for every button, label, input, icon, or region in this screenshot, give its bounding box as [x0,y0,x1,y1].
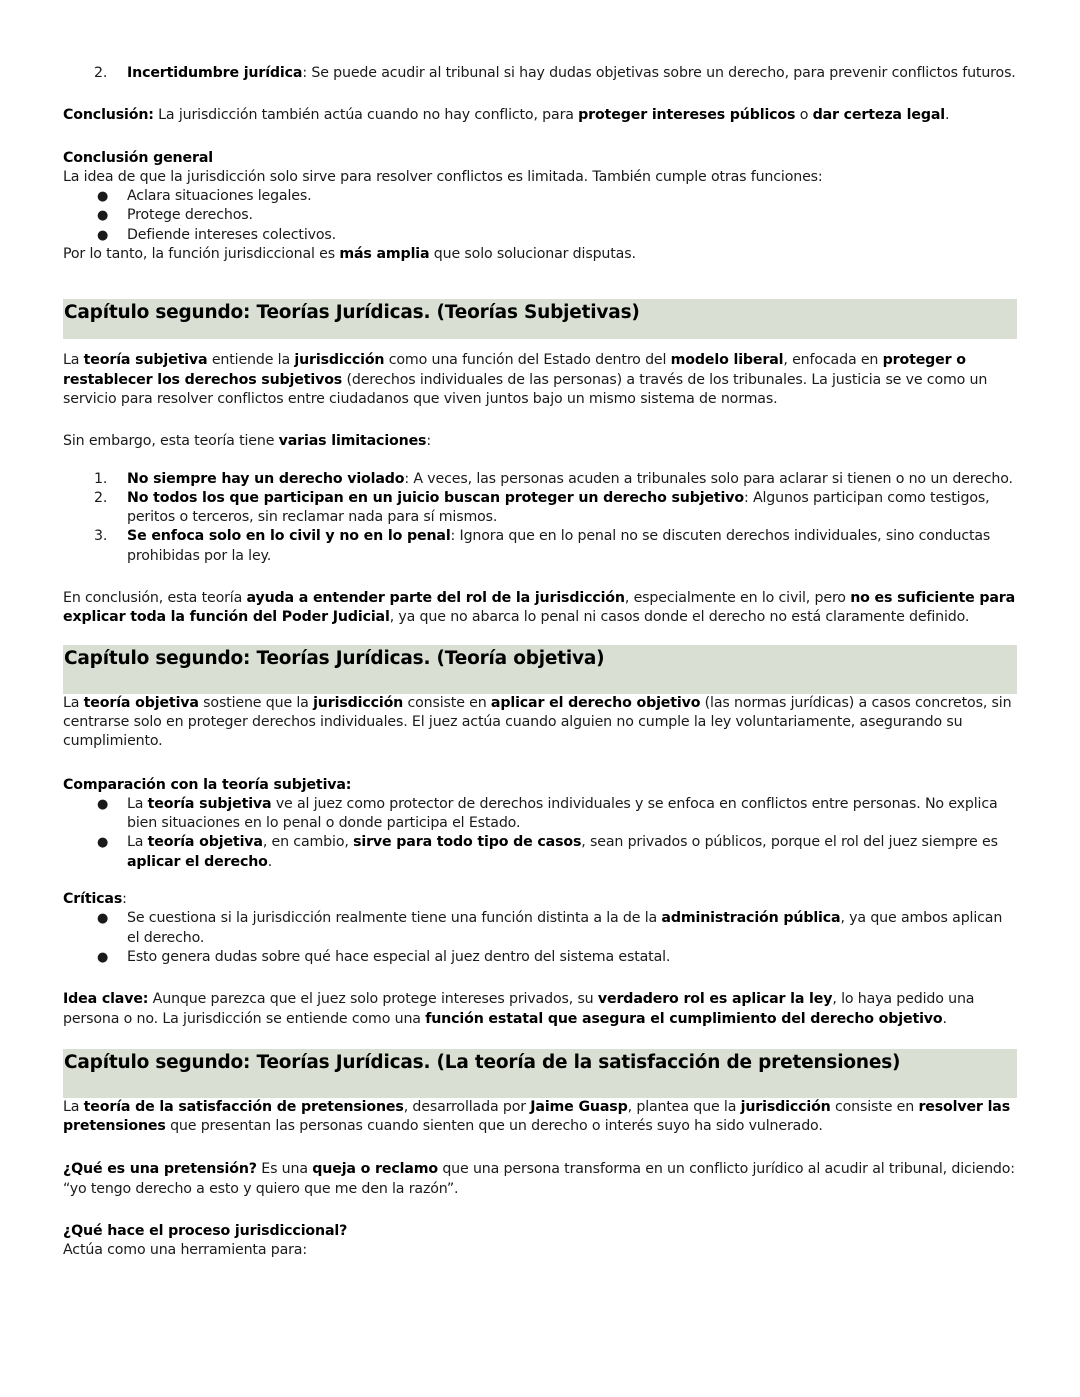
bold-text: función estatal que asegura el cumplimiento del derecho objetivo [425,1010,943,1027]
text: consiste en [830,1098,919,1115]
section-title: Capítulo segundo: Teorías Jurídicas. (Teoría objetiva) [64,647,605,669]
bullet-text: Aclara situaciones legales. [127,188,312,205]
text: : [122,891,127,908]
bold-text: ¿Qué es una pretensión? [63,1161,257,1178]
text: , ya que ambos aplican el derecho. [127,910,1003,946]
comparison-list [63,795,1017,872]
general-conclusion-intro: La idea de que la jurisdicción solo sirve para resolver conflictos es limitada. También cumple otras funciones: [63,168,823,185]
bullet-icon: ● [97,949,109,965]
list-term: Incertidumbre jurídica [127,65,303,81]
text: que una persona transforma en un conflicto jurídico al acudir al tribunal, diciendo: “yo tengo derecho a esto y quiero que me den la razón”. [63,1161,1015,1197]
process-title [63,1222,1017,1241]
text: Esto genera dudas sobre qué hace especial al juez dentro del sistema estatal. [127,948,671,965]
text: o [795,107,813,124]
text: que presentan las personas cuando sienten que un derecho o interés suyo ha sido vulnerado. [165,1118,823,1135]
bullet-icon: ● [97,911,109,927]
text: , ya que no abarca lo penal ni casos donde el derecho no está claramente definido. [389,609,970,626]
list-text: : Algunos participan como testigos, peritos o terceros, sin reclamar nada para sí mismos. [127,489,990,526]
subheading: Conclusión general [63,149,213,166]
list-number: 1. [94,470,108,487]
bullet-icon: ● [97,208,109,224]
bold-text: teoría de la satisfacción de pretensiones [83,1098,404,1115]
text: que solo solucionar disputas. [429,246,636,263]
bold-text: más amplia [339,246,430,263]
conclusion-label: Conclusión: [63,107,154,124]
text: , desarrollada por [403,1098,531,1115]
list-item [63,948,1017,967]
list-item [63,187,1017,206]
uncertainty-list [63,64,1017,83]
subheading: Comparación con la teoría subjetiva: [63,776,352,793]
limitations-intro [63,432,1017,451]
general-conclusion-bullets [63,187,1017,245]
list-item [63,206,1017,225]
subheading: Críticas [63,891,123,908]
bold-text: sirve para todo tipo de casos [353,834,582,851]
list-number: 3. [94,528,108,545]
bold-text: jurisdicción [740,1098,831,1115]
text: , en cambio, [262,834,354,851]
limitations-list [63,470,1017,566]
bold-text: ayuda a entender parte del rol de la jurisdicción [246,590,625,607]
text: La [63,694,84,711]
bold-text: aplicar el derecho objetivo [490,694,701,711]
list-term: No siempre hay un derecho violado [127,470,405,487]
list-item [63,833,1017,872]
text: , especialmente en lo civil, pero [624,590,851,607]
text: sostiene que la [198,694,314,711]
text: (derechos individuales de las personas) a través de los tribunales. La justicia se ve como un servicio para resolver conflictos entre ciudadanos que viven juntos bajo un mismo sistema de normas. [63,371,988,407]
what-is-claim-paragraph [63,1160,1017,1199]
text: En conclusión, esta teoría [63,590,247,607]
text: ve al juez como protector de derechos individuales y se enfoca en conflictos entre personas. No explica bien situaciones en lo penal o donde participa el Estado. [127,795,998,832]
text: : [426,433,431,450]
section-heading-objective [63,645,1017,694]
claims-intro [63,1098,1017,1137]
text: La [63,1098,84,1115]
bullet-icon: ● [97,227,109,243]
bold-text: proteger intereses públicos [578,107,796,124]
bold-text: resolver las pretensiones [63,1098,1010,1135]
bullet-text: Defiende intereses colectivos. [127,226,336,243]
text: , sean privados o públicos, porque el rol del juez siempre es [581,834,998,851]
comparison-title [63,776,1017,795]
bullet-icon: ● [97,189,109,205]
bullet-icon: ● [97,835,109,851]
bold-text: aplicar el derecho [127,853,268,870]
section-title: Capítulo segundo: Teorías Jurídicas. (La teoría de la satisfacción de pretensiones) [64,1051,901,1073]
list-item [63,489,1017,528]
bold-text: teoría objetiva [83,694,199,711]
text: Es una [256,1161,313,1178]
list-number: 2. [94,65,108,81]
bold-text: teoría subjetiva [83,352,208,369]
criticisms-title [63,890,1017,909]
bullet-text: Protege derechos. [127,207,253,224]
bold-text: varias limitaciones [278,433,427,450]
text: consiste en [403,694,491,711]
bold-text: queja o reclamo [312,1161,438,1178]
document-page [63,64,1017,1261]
text: Aunque parezca que el juez solo protege intereses privados, su [148,991,598,1008]
section-heading-claims [63,1049,1017,1098]
list-number: 2. [94,489,108,506]
text: como una función del Estado dentro del [384,352,671,369]
bold-text: teoría objetiva [147,834,263,851]
text: La [63,352,84,369]
general-conclusion-closing [63,245,1017,264]
text: , enfocada en [783,352,883,369]
list-item [63,795,1017,834]
text: , lo haya pedido una persona o no. La jurisdicción se entiende como una [63,991,975,1027]
text: La jurisdicción también actúa cuando no hay conflicto, para [153,107,579,124]
section-title: Capítulo segundo: Teorías Jurídicas. (Teorías Subjetivas) [64,302,640,324]
list-item [63,527,1017,566]
text: . [267,853,273,870]
text: entiende la [207,352,295,369]
text: La [127,834,148,851]
list-text: : Se puede acudir al tribunal si hay dudas objetivas sobre un derecho, para prevenir conflictos futuros. [302,65,1016,81]
bold-text: jurisdicción [313,694,404,711]
bold-text: Jaime Guasp [530,1098,628,1115]
list-term: Se enfoca solo en lo civil y no en lo penal [127,528,451,545]
bold-text: no es suficiente para explicar toda la función del Poder Judicial [63,590,1016,626]
list-text: : A veces, las personas acuden a tribunales solo para aclarar si tienen o no un derecho. [404,470,1013,487]
bold-text: modelo liberal [670,352,784,369]
bold-text: dar certeza legal [812,107,945,124]
criticisms-list [63,909,1017,967]
conclusion-paragraph [63,106,1017,125]
bullet-icon: ● [97,796,109,812]
subjective-intro [63,351,1017,409]
text: Sin embargo, esta teoría tiene [63,433,279,450]
list-item [63,64,1017,83]
process-text: Actúa como una herramienta para: [63,1242,307,1259]
key-idea-label: Idea clave: [63,991,149,1008]
list-item [63,470,1017,489]
section-heading-subjective [63,299,1017,339]
text: . [944,107,950,124]
text: . [942,1010,947,1027]
text: Por lo tanto, la función jurisdiccional es [63,246,340,263]
bold-text: jurisdicción [294,352,385,369]
text: (las normas jurídicas) a casos concretos, sin centrarse solo en proteger derechos individuales. El juez actúa cuando alguien no cumple la ley voluntariamente, asegurando su cumplimiento. [63,694,1012,750]
list-item [63,226,1017,245]
bold-text: teoría subjetiva [147,795,272,812]
bold-text: administración pública [661,910,841,927]
text: La [127,795,148,812]
key-idea-paragraph [63,990,1017,1029]
subheading: ¿Qué hace el proceso jurisdiccional? [63,1222,348,1239]
subjective-conclusion [63,589,1017,628]
bold-text: verdadero rol es aplicar la ley [597,991,833,1008]
general-conclusion-title [63,149,1017,168]
text: Se cuestiona si la jurisdicción realmente tiene una función distinta a la de la [127,910,662,927]
bold-text: proteger o restablecer los derechos subjetivos [63,352,966,388]
list-text: : Ignora que en lo penal no se discuten derechos individuales, sino conductas prohibidas por la ley. [127,528,991,564]
list-term: No todos los que participan en un juicio buscan proteger un derecho subjetivo [127,489,744,506]
text: , plantea que la [627,1098,741,1115]
list-item [63,909,1017,948]
objective-intro [63,694,1017,752]
